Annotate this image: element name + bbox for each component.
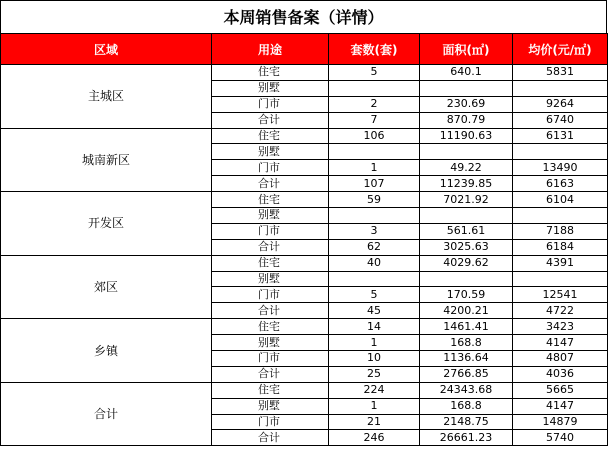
use-cell: 合计 — [212, 112, 329, 128]
area-cell: 170.59 — [420, 287, 513, 303]
use-cell: 住宅 — [212, 128, 329, 144]
use-cell: 门市 — [212, 287, 329, 303]
use-cell: 别墅 — [212, 335, 329, 351]
use-cell: 别墅 — [212, 208, 329, 224]
area-cell — [420, 80, 513, 96]
area-cell: 49.22 — [420, 160, 513, 176]
units-cell — [329, 271, 420, 287]
area-cell: 230.69 — [420, 96, 513, 112]
region-cell: 乡镇 — [1, 319, 212, 383]
units-cell: 107 — [329, 176, 420, 192]
price-cell: 9264 — [513, 96, 608, 112]
table-row — [1, 319, 608, 335]
area-cell — [420, 271, 513, 287]
units-cell: 3 — [329, 223, 420, 239]
units-cell: 5 — [329, 65, 420, 81]
use-cell: 住宅 — [212, 382, 329, 398]
units-cell: 10 — [329, 351, 420, 367]
price-cell: 4807 — [513, 351, 608, 367]
use-cell: 住宅 — [212, 255, 329, 271]
use-cell: 别墅 — [212, 80, 329, 96]
price-cell: 4036 — [513, 366, 608, 382]
table-row — [1, 128, 608, 144]
units-cell: 21 — [329, 414, 420, 430]
price-cell: 5831 — [513, 65, 608, 81]
use-cell: 别墅 — [212, 271, 329, 287]
price-cell: 12541 — [513, 287, 608, 303]
area-cell: 168.8 — [420, 398, 513, 414]
header-use: 用途 — [212, 34, 329, 65]
area-cell — [420, 208, 513, 224]
area-cell: 168.8 — [420, 335, 513, 351]
price-cell: 6184 — [513, 239, 608, 255]
area-cell: 870.79 — [420, 112, 513, 128]
price-cell — [513, 271, 608, 287]
price-cell: 14879 — [513, 414, 608, 430]
units-cell: 106 — [329, 128, 420, 144]
area-cell: 2766.85 — [420, 366, 513, 382]
units-cell: 1 — [329, 335, 420, 351]
area-cell: 1461.41 — [420, 319, 513, 335]
price-cell — [513, 144, 608, 160]
units-cell: 1 — [329, 398, 420, 414]
region-cell: 合计 — [1, 382, 212, 446]
region-cell: 郊区 — [1, 255, 212, 319]
header-area: 面积(㎡) — [420, 34, 513, 65]
units-cell: 224 — [329, 382, 420, 398]
price-cell: 3423 — [513, 319, 608, 335]
price-cell: 6163 — [513, 176, 608, 192]
use-cell: 别墅 — [212, 144, 329, 160]
header-region: 区域 — [1, 34, 212, 65]
area-cell: 3025.63 — [420, 239, 513, 255]
use-cell: 住宅 — [212, 192, 329, 208]
units-cell: 246 — [329, 430, 420, 446]
price-cell: 6131 — [513, 128, 608, 144]
price-cell: 4147 — [513, 398, 608, 414]
use-cell: 门市 — [212, 351, 329, 367]
units-cell: 14 — [329, 319, 420, 335]
header-price: 均价(元/㎡) — [513, 34, 608, 65]
units-cell: 45 — [329, 303, 420, 319]
price-cell: 4147 — [513, 335, 608, 351]
use-cell: 门市 — [212, 96, 329, 112]
table-header — [1, 34, 608, 65]
units-cell: 40 — [329, 255, 420, 271]
units-cell: 5 — [329, 287, 420, 303]
area-cell — [420, 144, 513, 160]
sales-table — [0, 33, 608, 446]
price-cell: 7188 — [513, 223, 608, 239]
units-cell: 59 — [329, 192, 420, 208]
table-row — [1, 382, 608, 398]
units-cell: 25 — [329, 366, 420, 382]
header-row — [1, 34, 608, 65]
area-cell: 561.61 — [420, 223, 513, 239]
table-row — [1, 192, 608, 208]
price-cell: 5665 — [513, 382, 608, 398]
region-cell: 城南新区 — [1, 128, 212, 192]
area-cell: 2148.75 — [420, 414, 513, 430]
area-cell: 11239.85 — [420, 176, 513, 192]
use-cell: 门市 — [212, 160, 329, 176]
use-cell: 门市 — [212, 414, 329, 430]
price-cell: 4391 — [513, 255, 608, 271]
units-cell — [329, 144, 420, 160]
use-cell: 住宅 — [212, 319, 329, 335]
units-cell: 62 — [329, 239, 420, 255]
units-cell — [329, 208, 420, 224]
units-cell — [329, 80, 420, 96]
use-cell: 别墅 — [212, 398, 329, 414]
region-cell: 开发区 — [1, 192, 212, 256]
table-row — [1, 255, 608, 271]
use-cell: 门市 — [212, 223, 329, 239]
use-cell: 合计 — [212, 430, 329, 446]
area-cell: 7021.92 — [420, 192, 513, 208]
use-cell: 合计 — [212, 303, 329, 319]
use-cell: 合计 — [212, 176, 329, 192]
area-cell: 11190.63 — [420, 128, 513, 144]
price-cell: 6740 — [513, 112, 608, 128]
price-cell: 4722 — [513, 303, 608, 319]
area-cell: 4029.62 — [420, 255, 513, 271]
table-body — [1, 65, 608, 446]
area-cell: 1136.64 — [420, 351, 513, 367]
area-cell: 26661.23 — [420, 430, 513, 446]
header-units: 套数(套) — [329, 34, 420, 65]
sheet-title: 本周销售备案（详情） — [0, 0, 607, 33]
price-cell: 13490 — [513, 160, 608, 176]
units-cell: 1 — [329, 160, 420, 176]
price-cell — [513, 208, 608, 224]
region-cell: 主城区 — [1, 65, 212, 129]
area-cell: 640.1 — [420, 65, 513, 81]
use-cell: 合计 — [212, 239, 329, 255]
area-cell: 24343.68 — [420, 382, 513, 398]
units-cell: 7 — [329, 112, 420, 128]
price-cell — [513, 80, 608, 96]
use-cell: 合计 — [212, 366, 329, 382]
table-row — [1, 65, 608, 81]
use-cell: 住宅 — [212, 65, 329, 81]
price-cell: 5740 — [513, 430, 608, 446]
units-cell: 2 — [329, 96, 420, 112]
price-cell: 6104 — [513, 192, 608, 208]
area-cell: 4200.21 — [420, 303, 513, 319]
